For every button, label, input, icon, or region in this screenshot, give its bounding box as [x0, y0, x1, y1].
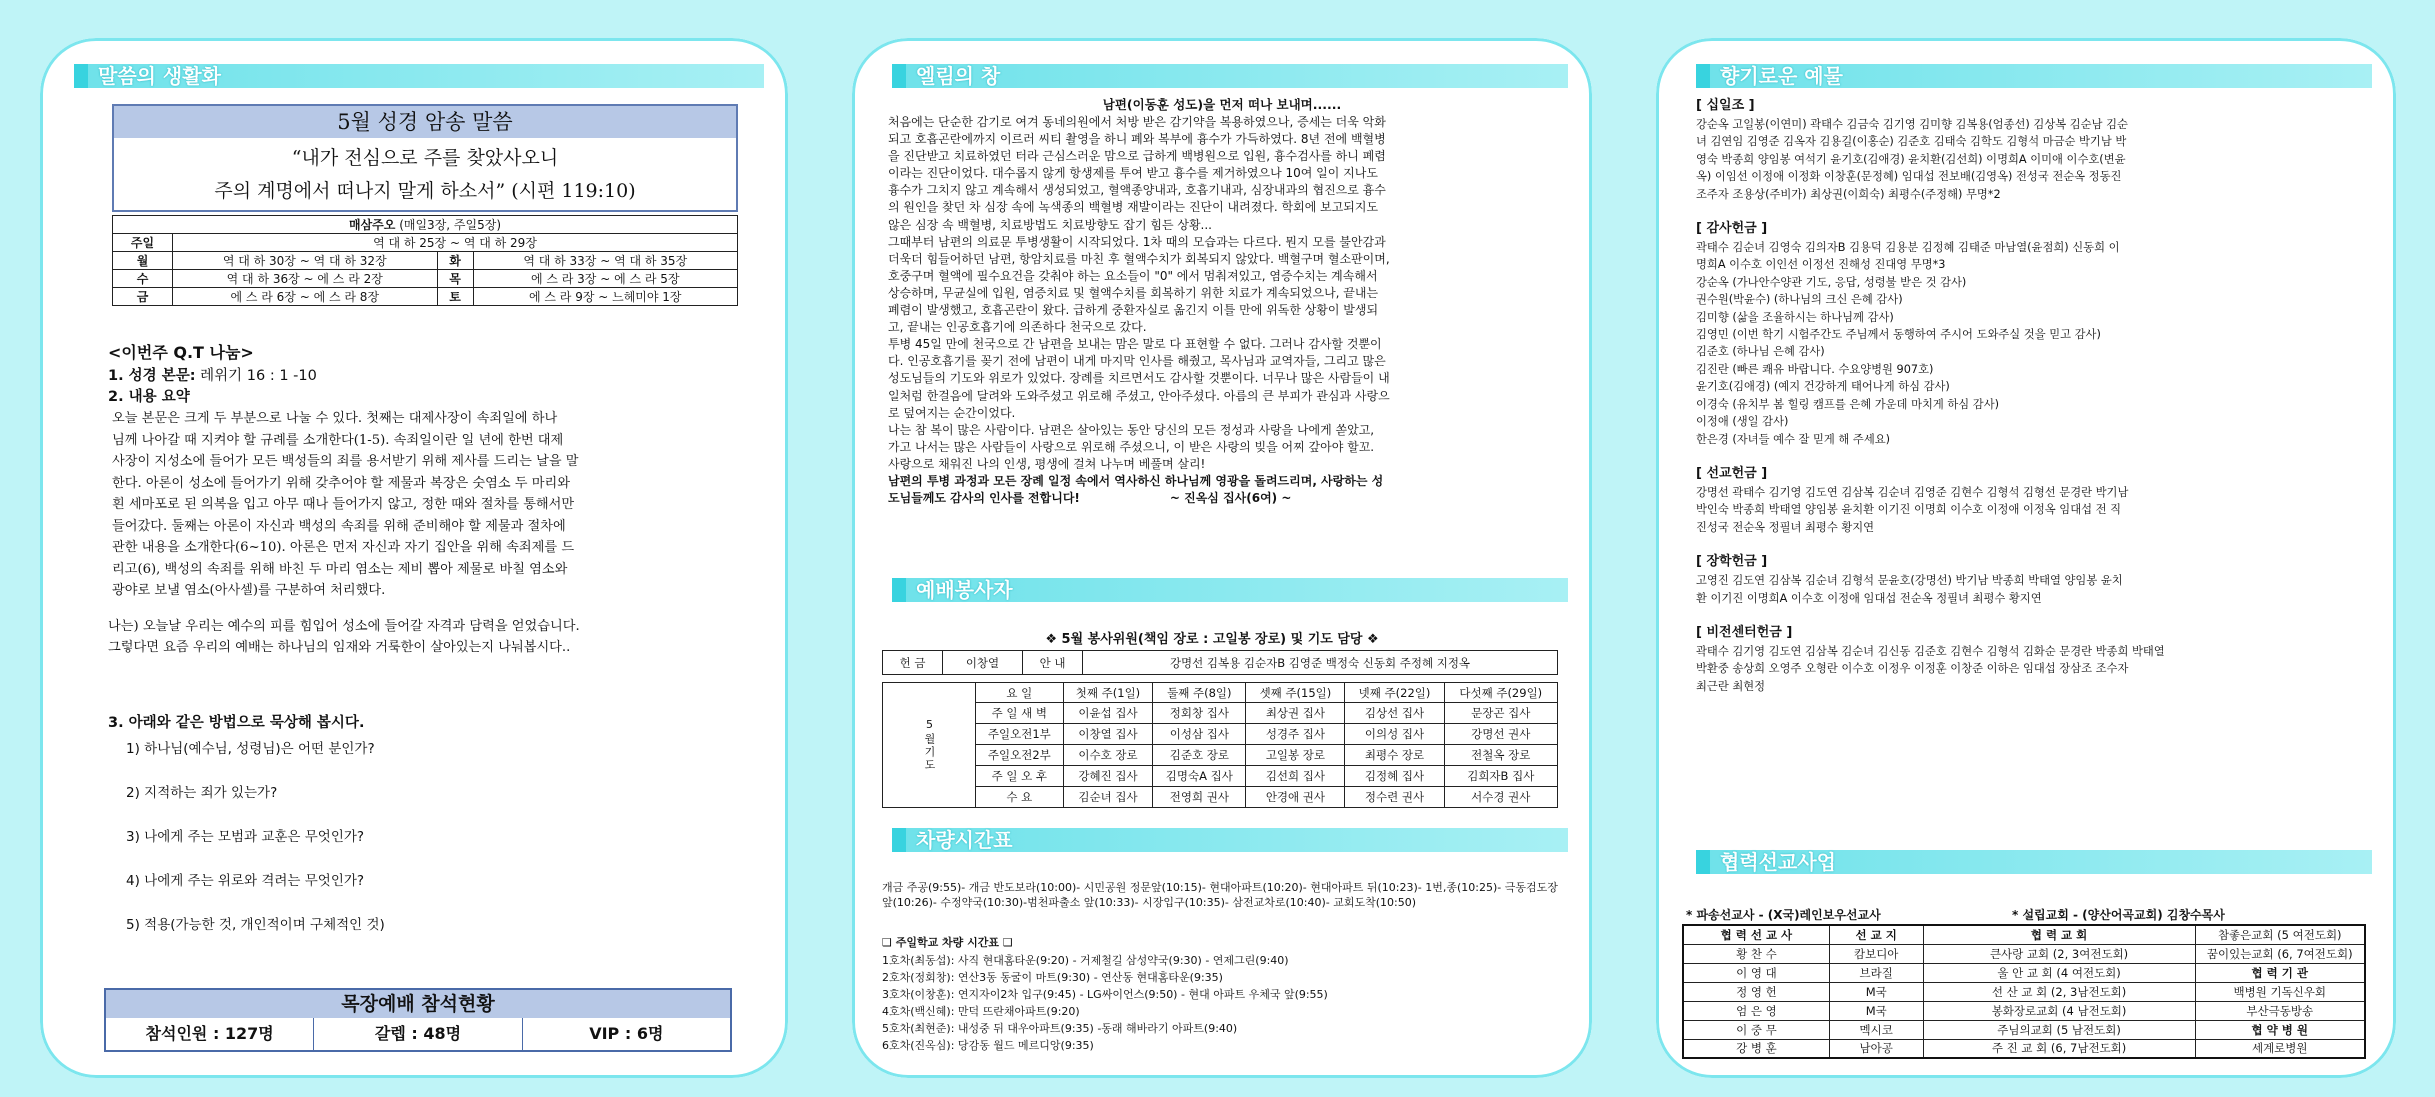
- letter-line: 의 원인을 찾던 차 심장 속에 녹색종의 백혈병 재발이라는 진단이 내려졌다. 학회에 보고되지도: [888, 200, 1379, 215]
- usher-value: 강명선 김복용 김순자B 김영준 백정숙 신동회 주정혜 지정옥: [1083, 651, 1558, 675]
- qt1-value: 레위기 16 : 1 -10: [200, 368, 317, 384]
- schedule-cell: 고일봉 장로: [1246, 745, 1345, 766]
- summary-line: 오늘 본문은 크게 두 부분으로 나눌 수 있다. 첫째는 대제사장이 속죄일에 하나: [112, 411, 558, 426]
- letter-title: 남편(이동훈 성도)을 먼저 떠나 보내며......: [1102, 97, 1342, 112]
- schedule-cell: 문장곤 집사: [1444, 703, 1557, 724]
- summary-line: 사장이 지성소에 들어가 모든 백성들의 죄를 용서받기 위해 제사를 드리는 날을 말: [112, 454, 579, 469]
- offering-value: 이창열: [943, 651, 1023, 675]
- partner-cell: 백병원 기독신우회: [2195, 982, 2365, 1001]
- offering-line: 곽태수 김순녀 김영숙 김의자B 김용덕 김용분 김정혜 김태준 마남열(윤점희) 신동희 이: [1696, 241, 2120, 255]
- schedule-header: 다섯째 주(29일): [1444, 683, 1557, 703]
- offering-group-title: [ 선교헌금 ]: [1696, 465, 1768, 481]
- offering-line: 한은경 (자녀들 예수 잘 믿게 해 주세요): [1696, 432, 1891, 446]
- qt-section: [108, 340, 758, 936]
- section-title: 말씀의 생활화: [98, 64, 221, 88]
- offering-line: 영숙 박종희 양임봉 여석기 윤기호(김애경) 윤치환(김선희) 이명희A 이미애 이수호(변윤: [1696, 152, 2126, 166]
- letter-line: 더욱더 힘들어하던 남편, 항암치료를 마친 후 혈액수치가 회복되지 않았다. 백혈구며 혈소판이며,: [888, 251, 1390, 266]
- schedule-cell: 이윤섭 집사: [1063, 703, 1153, 724]
- schedule-cell: 수 요: [976, 787, 1064, 808]
- offering-label: 헌 금: [883, 651, 943, 675]
- question-item: 3) 나에게 주는 모범과 교훈은 무엇인가?: [126, 828, 365, 845]
- offering-line: 강명선 곽태수 김기영 김도연 김삼복 김순녀 김영준 김현수 김형석 김형선 문경란 박기남: [1696, 485, 2129, 499]
- offering-line: 고영진 김도연 김삼복 김순녀 김형석 문윤호(강명선) 박기남 박종희 박태열 양임봉 윤치: [1696, 574, 2123, 588]
- schedule-header: 둘째 주(8일): [1153, 683, 1246, 703]
- verse-line-1: “내가 전심으로 주를 찾았사오니: [291, 147, 559, 169]
- school-bus-item: 4호차(백신혜): 만덕 뜨란채아파트(9:20): [882, 1005, 1080, 1018]
- school-bus-item: 1호차(최동섭): 사직 현대홈타운(9:20) - 거제철길 삼성약국(9:30) - 연제그린(9:40): [882, 954, 1289, 967]
- mission-table: [1682, 924, 2366, 1059]
- mission-cell: 울 안 교 회 (4 여전도회): [1923, 963, 2195, 982]
- mission-note-1: * 파송선교사 - (X국)레인보우선교사: [1686, 908, 1881, 922]
- partner-cell: 협 력 기 관: [2195, 963, 2365, 982]
- schedule-cell: 전영희 권사: [1153, 787, 1246, 808]
- section-title: 차량시간표: [916, 828, 1013, 852]
- reading-cell: 역 대 하 36장 ~ 에 스 라 2장: [173, 270, 438, 288]
- question-item: 2) 지적하는 죄가 있는가?: [126, 784, 278, 801]
- summary-line: 님께 나아갈 때 지켜야 할 규례를 소개한다(1-5). 속죄일이란 일 년에 한번 대제: [112, 432, 564, 448]
- reading-cell: 역 대 하 30장 ~ 역 대 하 32장: [173, 252, 438, 270]
- school-bus-item: 6호차(진옥심): 당감동 월드 메르디앙(9:35): [882, 1039, 1094, 1052]
- qt-text: [108, 366, 758, 387]
- day-cell: 주일: [113, 234, 173, 252]
- schedule-cell: 강혜진 집사: [1063, 766, 1153, 787]
- schedule-cell: 이수호 장로: [1063, 745, 1153, 766]
- reading-cell: 역 대 하 25장 ~ 역 대 하 29장: [173, 234, 738, 252]
- schedule-cell: 김순녀 집사: [1063, 787, 1153, 808]
- offering-line: 김영민 (이번 학기 시험주간도 주님께서 동행하여 주시어 도와주실 것을 믿고 감사): [1696, 328, 2101, 342]
- schedule-cell: 이의성 집사: [1345, 724, 1444, 745]
- partner-cell: 협 약 병 원: [2195, 1020, 2365, 1039]
- summary-line: 광야로 보낼 염소(아사셀)를 구분하여 처리했다.: [112, 583, 386, 598]
- reading-title-text: 매삼주오: [348, 218, 396, 232]
- schedule-cell: 전철옥 장로: [1444, 745, 1557, 766]
- offering-line: 권수원(박윤수) (하나님의 크신 은혜 감사): [1696, 293, 1903, 307]
- offering-line: 명희A 이수호 이인선 이정선 진해성 진대영 무명*3: [1696, 258, 1946, 272]
- schedule-header: 셋째 주(15일): [1246, 683, 1345, 703]
- reading-cell: 에 스 라 9장 ~ 느헤미야 1장: [473, 288, 738, 306]
- attendance-vip: VIP : 6명: [589, 1024, 664, 1043]
- reading-cell: 역 대 하 33장 ~ 역 대 하 35장: [473, 252, 738, 270]
- bus-schedule: 개금 주공(9:55)- 개금 반도보라(10:00)- 시민공원 정문앞(10:15)- 현대아파트(10:20)- 현대아파트 뒤(10:23)- 1번,종(10:25)- 극동검도장 앞(10:26)- 수정약국(10:30)-범천파출소 앞(10:33)- 시장입구(10:35)- 삼전교차로(10:40)- 교회도착(10:50): [882, 881, 1558, 909]
- school-bus-item: 2호차(정회창): 연산3동 동굴이 마트(9:30) - 연산동 현대홈타운(9:35): [882, 971, 1223, 984]
- usher-label: 안 내: [1023, 651, 1083, 675]
- school-bus-item: 3호차(이창훈): 연지자이2차 입구(9:45) - LG싸이언스(9:50) - 현대 아파트 우체국 앞(9:55): [882, 988, 1328, 1001]
- summary: [108, 408, 758, 602]
- mission-cell: 큰사랑 교회 (2, 3여전도회): [1923, 944, 2195, 963]
- question-item: 5) 적용(가능한 것, 개인적이며 구체적인 것): [126, 916, 385, 933]
- offering-group-title: [ 비전센터헌금 ]: [1696, 624, 1793, 640]
- schedule-cell: 주 일 오 후: [976, 766, 1064, 787]
- schedule-cell: 김명숙A 집사: [1153, 766, 1246, 787]
- mission-cell: 황 찬 수: [1683, 944, 1829, 963]
- day-cell: 수: [113, 270, 173, 288]
- letter-closing-2: 도님들께도 감사의 인사를 전합니다!: [888, 491, 1080, 506]
- schedule-cell: 김희자B 집사: [1444, 766, 1557, 787]
- schedule-cell: 이성삼 집사: [1153, 724, 1246, 745]
- school-bus-item: 5호차(최현준): 내성중 뒤 대우아파트(9:35) -동래 해바라기 아파트(9:40): [882, 1022, 1238, 1035]
- mission-header: 협 력 교 회: [1923, 925, 2195, 944]
- section-title: 예배봉사자: [916, 578, 1013, 602]
- mission-cell: 남아공: [1829, 1039, 1923, 1058]
- offering-line: 강순옥 (가나안수양관 기도, 응답, 성령불 받은 것 감사): [1696, 275, 1967, 289]
- letter-line: 상승하며, 무균실에 입원, 염증치료 및 혈액수치를 회복하기 위한 치료가 계속되었으나, 끝내는: [888, 285, 1379, 300]
- offering-line: 윤기호(김애경) (예지 건강하게 태어나게 하심 감사): [1696, 380, 1950, 394]
- schedule-cell: 이창열 집사: [1063, 724, 1153, 745]
- partner-cell: 참좋은교회 (5 여전도회): [2195, 925, 2365, 944]
- mission-cell: 주 진 교 회 (6, 7남전도회): [1923, 1039, 2195, 1058]
- schedule-cell: 김선희 집사: [1246, 766, 1345, 787]
- mission-cell: 이 중 무: [1683, 1020, 1829, 1039]
- attendance-title: 목장예배 참석현황: [106, 990, 730, 1018]
- offering-line: 옥) 이임선 이정애 이정화 이창훈(문정혜) 임대섭 전보배(김영옥) 전성국 전순옥 정동진: [1696, 170, 2122, 184]
- letter-line: 고, 끝내는 인공호흡기에 의존하다 천국으로 갔다.: [888, 320, 1147, 335]
- mission-cell: 브라질: [1829, 963, 1923, 982]
- offering-line: 박인숙 박종희 박태열 양임봉 윤치환 이기진 이명희 이수호 이정애 이정옥 임대섭 전 직: [1696, 503, 2122, 517]
- verse-box: [112, 104, 738, 212]
- offering-line: 이정애 (생일 감사): [1696, 415, 1789, 429]
- letter-line: 그때부터 남편의 의료문 투병생활이 시작되었다. 1차 때의 모습과는 다르다. 뭔지 모를 불안감과: [888, 234, 1386, 249]
- day-cell: 월: [113, 252, 173, 270]
- letter-line: 폐렴이 발생했고, 호흡곤란이 왔다. 급하게 중환자실로 옮긴지 이틀 만에 위독한 상황이 발생되: [888, 303, 1379, 318]
- mission-header: 협 력 선 교 사: [1683, 925, 1829, 944]
- section-header: [1696, 64, 2372, 88]
- offering-group-title: [ 장학헌금 ]: [1696, 554, 1768, 570]
- verse-line-2: 주의 계명에서 떠나지 말게 하소서” (시편 119:10): [214, 180, 636, 202]
- mission-cell: M국: [1829, 1001, 1923, 1020]
- schedule-cell: 김상선 집사: [1345, 703, 1444, 724]
- schedule-cell: 주일오전2부: [976, 745, 1064, 766]
- question-list: [108, 738, 758, 936]
- offering-table: [882, 650, 1558, 675]
- letter-line: 흉수가 그치지 않고 계속해서 생성되었고, 혈액종양내과, 호흡기내과, 심장내과의 협진으로 흉수: [888, 183, 1386, 198]
- mission-cell: 이 영 대: [1683, 963, 1829, 982]
- partner-cell: 부산극동방송: [2195, 1001, 2365, 1020]
- offering-line: 김진란 (빠른 쾌유 바랍니다. 수요양병원 907호): [1696, 362, 1934, 376]
- mission-cell: 주님의교회 (5 남전도회): [1923, 1020, 2195, 1039]
- schedule-cell: 김정혜 집사: [1345, 766, 1444, 787]
- mission-cell: 정 영 헌: [1683, 982, 1829, 1001]
- offering-group-title: [ 십일조 ]: [1696, 98, 1755, 113]
- section-title: 협력선교사업: [1720, 850, 1836, 874]
- partner-cell: 세계로병원: [2195, 1039, 2365, 1058]
- page-panel-2: [852, 38, 1592, 1078]
- partner-cell: 꿈이있는교회 (6, 7여전도회): [2195, 944, 2365, 963]
- reading-title: [113, 216, 738, 234]
- reading-cell: 에 스 라 3장 ~ 에 스 라 5장: [473, 270, 738, 288]
- offering-group-title: [ 감사헌금 ]: [1696, 221, 1768, 237]
- mission-cell: M국: [1829, 982, 1923, 1001]
- mission-cell: 봉화장로교회 (4 남전도회): [1923, 1001, 2195, 1020]
- school-bus-title: ❑ 주일학교 차량 시간표 ❑: [882, 936, 1013, 949]
- letter-body: [888, 114, 1556, 473]
- letter-line: 이라는 진단이었다. 대수롭지 않게 항생제를 투여 받고 흉수를 제거하였으나 10여 일이 지나도: [888, 166, 1378, 181]
- day-cell: 목: [437, 270, 473, 288]
- section-title: 향기로운 예물: [1720, 64, 1843, 88]
- schedule-cell: 최평수 장로: [1345, 745, 1444, 766]
- letter-line: 처음에는 단순한 감기로 여겨 동네의원에서 처방 받은 감기약을 복용하였으나, 증세는 더욱 악화: [888, 115, 1386, 129]
- question-item: 1) 하나님(예수님, 성령님)은 어떤 분인가?: [126, 740, 375, 757]
- attendance-galilee: 갈렙 : 48명: [314, 1018, 522, 1050]
- schedule-cell: 김준호 장로: [1153, 745, 1246, 766]
- letter-line: 성도님들의 기도와 위로가 있었다. 장례를 치르면서도 감사할 것뿐이다. 너무나 많은 사람들이 내: [888, 371, 1390, 386]
- offering-line: 김준호 (하나님 은혜 감사): [1696, 345, 1825, 359]
- letter-line: 을 진단받고 치료하였던 터라 근심스러운 맘으로 급하게 백병원으로 입원, 흉수검사를 하니 폐렴: [888, 149, 1386, 164]
- qt3-label: 3. 아래와 같은 방법으로 묵상해 봅시다.: [108, 714, 365, 731]
- schedule-cell: 성경주 집사: [1246, 724, 1345, 745]
- mission-cell: 캄보디아: [1829, 944, 1923, 963]
- offering-line: 곽태수 김기영 김도연 김삼복 김순녀 김신동 김준호 김현수 김형석 김화순 문경란 박종희 박태열: [1696, 644, 2165, 658]
- day-cell: 토: [437, 288, 473, 306]
- school-bus-list: [882, 952, 1562, 1054]
- letter-line: 다. 인공호흡기를 꽂기 전에 남편이 내게 마지막 인사를 해줬고, 목사님과 교역자들, 그리고 많은: [888, 354, 1386, 369]
- offering-line: 강순옥 고일봉(이연미) 곽태수 김금숙 김기영 김미향 김복용(엄종선) 김상복 김순남 김순: [1696, 118, 2128, 131]
- section-header: [892, 578, 1568, 602]
- summary-line: 한다. 아론이 성소에 들어가기 위해 갖추어야 할 제물과 복장은 숫염소 두 마리와: [112, 475, 570, 491]
- schedule-cell: 주 일 새 벽: [976, 703, 1064, 724]
- letter-line: 않은 심장 속 백혈병, 치료방법도 치료방향도 잡기 힘든 상황...: [888, 217, 1212, 232]
- summary-line: 들어갔다. 둘째는 아론이 자신과 백성의 속죄를 위해 준비해야 할 제물과 절차에: [112, 518, 566, 534]
- schedule-header: 넷째 주(22일): [1345, 683, 1444, 703]
- schedule-cell: 서수경 권사: [1444, 787, 1557, 808]
- offering-line: 최근란 최현정: [1696, 679, 1766, 693]
- qt1-label: 1. 성경 본문:: [108, 368, 196, 384]
- offering-line: 조주자 조용상(주비가) 최상권(이희숙) 최평수(주정해) 무명*2: [1696, 187, 2001, 201]
- letter-line: 투병 45일 만에 천국으로 간 남편을 보내는 맘은 말로 다 표현할 수 없다. 그러나 감사할 것뿐이: [888, 337, 1382, 352]
- schedule-cell: 정회창 집사: [1153, 703, 1246, 724]
- question-item: 4) 나에게 주는 위로와 격려는 무엇인가?: [126, 872, 365, 889]
- mission-header: 선 교 지: [1829, 925, 1923, 944]
- offering-line: 진성국 전순옥 정필녀 최평수 황지연: [1696, 520, 1875, 534]
- schedule-cell: 강명선 권사: [1444, 724, 1557, 745]
- reading-table: [112, 215, 738, 306]
- mission-cell: 엄 은 영: [1683, 1001, 1829, 1020]
- offering-line: 박환중 송상희 오영주 오형란 이수호 이정우 이정훈 이창준 이하은 임대섭 장삼조 조수자: [1696, 662, 2129, 676]
- letter-line: 로 덮여지는 순간이었다.: [888, 405, 1016, 420]
- summary-line: 흰 세마포로 된 의복을 입고 아무 때나 들어가지 않고, 정한 때와 절차를 통해서만: [112, 497, 575, 512]
- offering-line: 환 이기진 이명희A 이수호 이정애 임대섭 전순옥 정필녀 최평수 황지연: [1696, 591, 2042, 605]
- schedule-cell: 정수련 권사: [1345, 787, 1444, 808]
- offering-line: 김미향 (삶을 조율하시는 하나님께 감사): [1696, 310, 1894, 324]
- section-header: [1696, 850, 2372, 874]
- reading-note: (매일3장, 주일5장): [399, 218, 502, 232]
- schedule-header: 요 일: [976, 683, 1064, 703]
- service-title: ❖ 5월 봉사위원(책임 장로 : 고일봉 장로) 및 기도 담당 ❖: [1045, 632, 1379, 647]
- schedule-cell: 최상권 집사: [1246, 703, 1345, 724]
- offering-line: 이경숙 (유치부 봄 힐링 캠프를 은혜 가운데 마치게 하심 감사): [1696, 397, 2000, 411]
- summary-line: 리고(6), 백성의 속죄를 위해 바친 두 마리 염소는 제비 뽑아 제물로 바칠 염소와: [112, 561, 568, 577]
- day-cell: 화: [437, 252, 473, 270]
- section-header: [892, 64, 1568, 88]
- letter-line: 사랑으로 채워진 나의 인생, 평생에 걸쳐 나누며 베풀며 살리!: [888, 456, 1206, 471]
- letter: [888, 96, 1556, 507]
- mission-note-2: * 설립교회 - (양산어곡교회) 김창수목사: [2012, 908, 2225, 922]
- offerings-list: [1696, 96, 2366, 695]
- letter-line: 일처럼 한걸음에 달려와 도와주셨고 위로해 주셨고, 안아주셨다. 아름의 큰 부피가 관심과 사랑으: [888, 388, 1390, 403]
- attendance-box: [104, 988, 732, 1052]
- mission-cell: 강 병 훈: [1683, 1039, 1829, 1058]
- qt2-label: 2. 내용 요약: [108, 389, 190, 405]
- letter-line: 가고 나서는 많은 사람들이 사랑으로 위로해 주셨으니, 이 받은 사랑의 빚을 어찌 갚아야 할꼬.: [888, 439, 1375, 454]
- schedule-cell: 안경애 권사: [1246, 787, 1345, 808]
- section-header: [892, 828, 1568, 852]
- schedule-cell: 주일오전1부: [976, 724, 1064, 745]
- letter-closing: 남편의 투병 과정과 모든 장례 일정 속에서 역사하신 하나님께 영광을 돌려드리며, 사랑하는 성: [888, 473, 1384, 488]
- letter-line: 되고 호흡곤란에까지 이르러 씨티 촬영을 하니 폐와 복부에 흉수가 가득하였다. 8년 전에 백혈병: [888, 132, 1386, 147]
- mission-cell: 멕시코: [1829, 1020, 1923, 1039]
- schedule-header: 첫째 주(1일): [1063, 683, 1153, 703]
- mission-cell: 선 산 교 회 (2, 3남전도회): [1923, 982, 2195, 1001]
- qt-title: <이번주 Q.T 나눔>: [108, 343, 254, 362]
- page-panel-3: [1656, 38, 2396, 1078]
- vertical-label: 5월기도: [883, 683, 976, 808]
- reading-cell: 에 스 라 6장 ~ 에 스 라 8장: [173, 288, 438, 306]
- verse-heading: 5월 성경 암송 말씀: [114, 106, 736, 138]
- summary-line: 그렇다면 요즘 우리의 예배는 하나님의 임재와 거룩한이 살아있는지 나눠봅시다..: [108, 640, 571, 655]
- summary-line: 나는) 오늘날 우리는 예수의 피를 힘입어 성소에 들어갈 자격과 담력을 얻었습니다.: [108, 618, 580, 634]
- day-cell: 금: [113, 288, 173, 306]
- letter-line: 나는 참 복이 많은 사람이다. 남편은 살아있는 동안 당신의 모든 정성과 사랑을 나에게 쏟았고,: [888, 422, 1375, 437]
- letter-line: 호중구며 혈액에 필수요건을 갖춰야 하는 요소들이 "0" 에서 멈춰져있고, 염증수치는 계속해서: [888, 268, 1378, 283]
- page-panel-1: [40, 38, 788, 1078]
- summary-2: [108, 616, 758, 659]
- summary-line: 관한 내용을 소개한다(6~10). 아론은 먼저 자신과 자기 집안을 위해 속죄제를 드: [112, 540, 575, 555]
- offering-line: 녀 김연임 김영준 김옥자 김용길(이홍순) 김준호 김태숙 김학도 김형석 마금순 박기남 박: [1696, 135, 2127, 149]
- attendance-row: [106, 1018, 730, 1050]
- section-header: [74, 64, 764, 88]
- section-title: 엘림의 창: [916, 64, 1001, 88]
- attendance-total: 참석인원 : 127명: [106, 1018, 314, 1050]
- letter-signature: ~ 진옥심 집사(6여) ~: [1169, 491, 1292, 506]
- service-schedule: [882, 682, 1558, 808]
